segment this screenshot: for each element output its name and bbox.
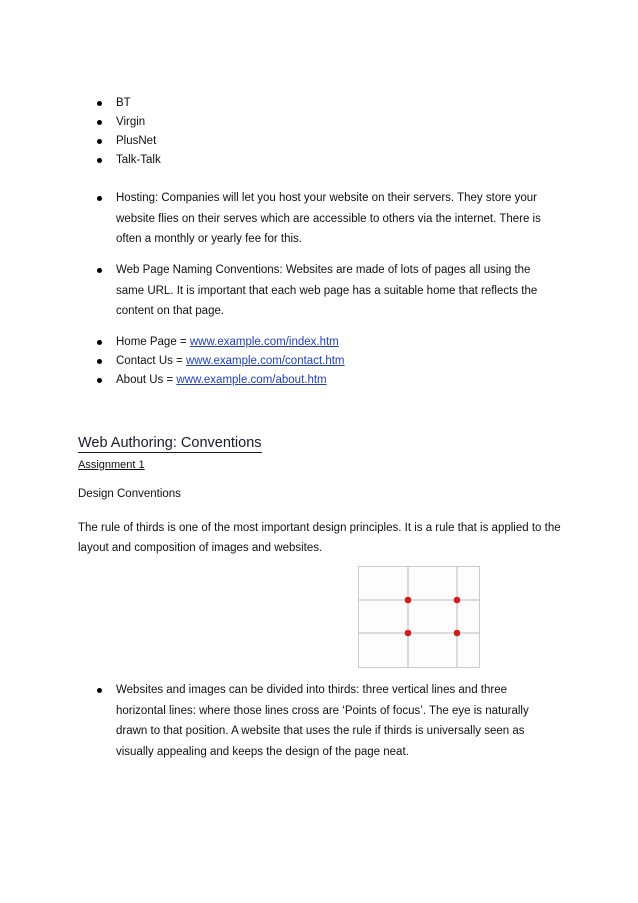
isp-name: Virgin — [116, 116, 146, 128]
section-heading: Web Authoring: Conventions — [78, 435, 262, 451]
url-example — [116, 371, 556, 390]
bullet-icon — [97, 196, 102, 201]
thirds-list — [0, 680, 638, 762]
isp-name: Talk-Talk — [116, 154, 161, 166]
url-label: Home Page = — [116, 336, 190, 348]
bullet-icon — [97, 101, 102, 106]
bullet-icon — [97, 359, 102, 364]
contact-page-link[interactable]: www.example.com/contact.htm — [186, 355, 345, 367]
url-example-list — [0, 333, 638, 390]
url-example — [116, 333, 556, 352]
isp-name: BT — [116, 97, 131, 109]
list-item — [0, 333, 638, 352]
bullet-icon — [97, 120, 102, 125]
thirds-text: Websites and images can be divided into thirds: three vertical lines and three horizontal lines: where those lines cross are ‘Points of focus’. The eye is naturally drawn to that position. A website that uses the rule if thirds is universally seen as visually appealing and keeps the design of the page neat. — [116, 684, 529, 758]
focus-point-bottom-left — [405, 630, 412, 637]
naming-list — [0, 260, 638, 322]
naming-text: Web Page Naming Conventions: Websites are made of lots of pages all using the same URL. It is important that each web page has a suitable home that reflects the content on that page. — [116, 264, 538, 317]
home-page-link[interactable]: www.example.com/index.htm — [189, 336, 339, 348]
list-item — [0, 260, 638, 322]
bullet-icon — [97, 158, 102, 163]
isp-name: PlusNet — [116, 135, 157, 147]
focus-point-bottom-right — [454, 630, 461, 637]
bullet-icon — [97, 378, 102, 383]
rule-of-thirds-figure — [358, 566, 480, 668]
focus-point-top-right — [454, 597, 461, 604]
rule-of-thirds-grid — [359, 567, 479, 667]
about-page-link[interactable]: www.example.com/about.htm — [176, 374, 327, 386]
bullet-icon — [97, 688, 102, 693]
focus-point-top-left — [405, 597, 412, 604]
url-example — [116, 352, 556, 371]
list-item — [0, 680, 638, 762]
list-item — [0, 188, 638, 250]
subheading: Design Conventions — [78, 488, 181, 500]
bullet-icon — [97, 139, 102, 144]
list-item — [0, 113, 638, 132]
hosting-text: Hosting: Companies will let you host your website on their servers. They store your website flies on their serves which are accessible to others via the internet. There is often a monthly or yearly fee for this. — [116, 192, 541, 245]
bullet-icon — [97, 268, 102, 273]
list-item — [0, 151, 638, 170]
list-item — [0, 132, 638, 151]
intro-paragraph: The rule of thirds is one of the most important design principles. It is a rule that is applied to the layout and composition of images and websites. — [78, 522, 561, 554]
isp-list — [0, 94, 638, 170]
list-item — [0, 352, 638, 371]
list-item — [0, 94, 638, 113]
bullet-icon — [97, 340, 102, 345]
assignment-label: Assignment 1 — [78, 459, 145, 471]
url-label: Contact Us = — [116, 355, 186, 367]
url-label: About Us = — [116, 374, 177, 386]
list-item — [0, 371, 638, 390]
hosting-list — [0, 188, 638, 250]
